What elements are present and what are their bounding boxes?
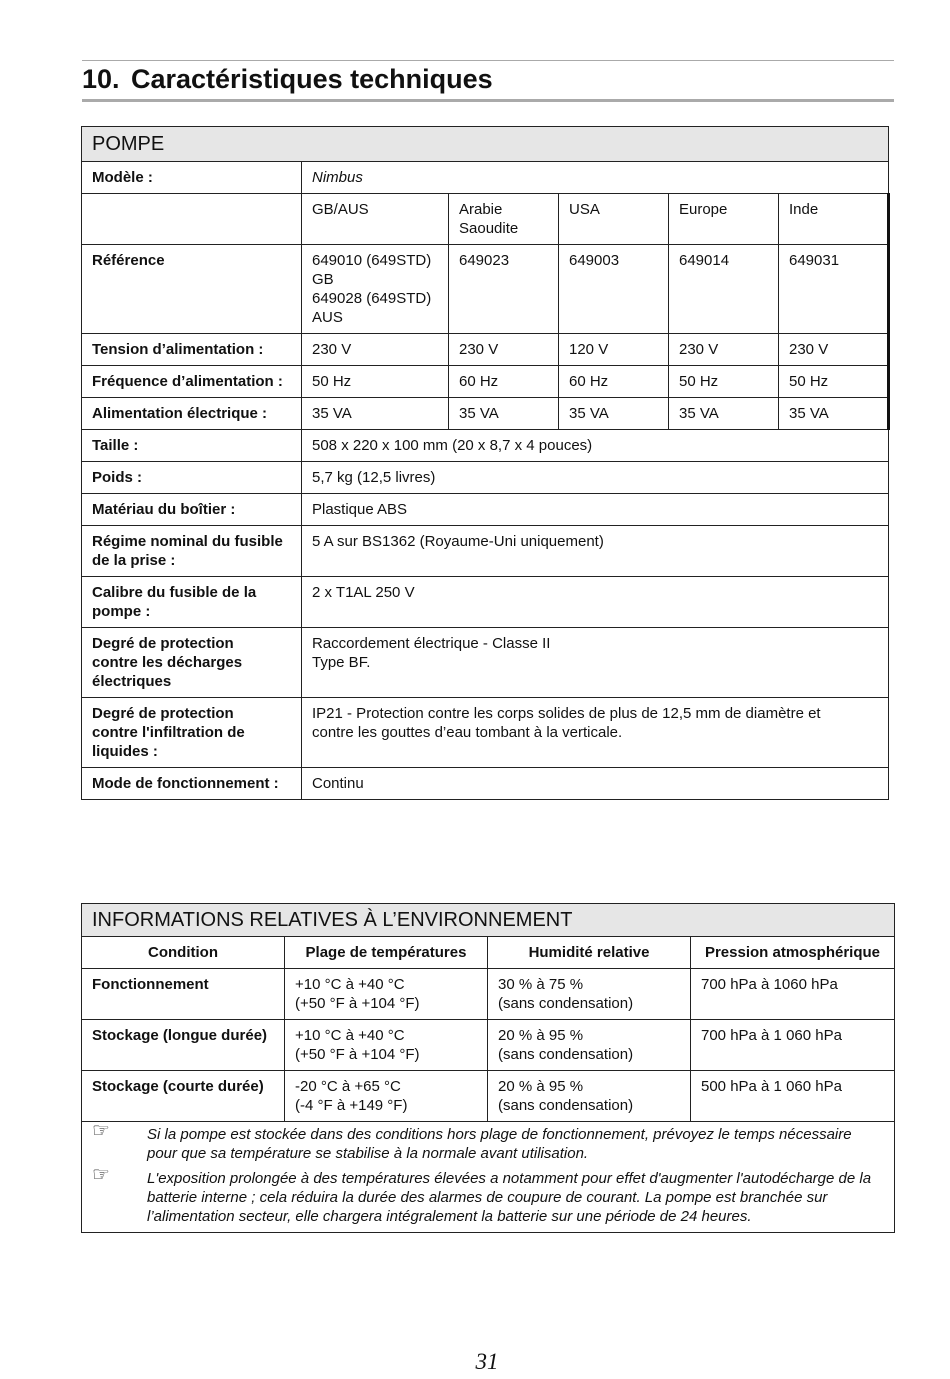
voltage-value: 230 V [669, 334, 779, 366]
header-pressure: Pression atmosphérique [691, 937, 895, 969]
frequency-value: 50 Hz [669, 366, 779, 398]
humidity-cell: 30 % à 75 % (sans condensation) [488, 969, 691, 1020]
region-saudi-arabia: Arabie Saoudite [449, 194, 559, 245]
pump-spec-table [81, 126, 890, 800]
frequency-value: 60 Hz [559, 366, 669, 398]
model-label: Modèle : [82, 162, 302, 194]
pressure-cell: 700 hPa à 1 060 hPa [691, 1020, 895, 1071]
spec-value: 5 A sur BS1362 (Royaume-Uni uniquement) [302, 526, 889, 577]
spec-label: Calibre du fusible de la pompe : [82, 577, 302, 628]
voltage-value: 230 V [302, 334, 449, 366]
power-row [82, 398, 889, 430]
spec-row [82, 768, 889, 800]
region-header-row [82, 194, 889, 245]
power-label: Alimentation électrique : [82, 398, 302, 430]
power-value: 35 VA [669, 398, 779, 430]
spec-row [82, 526, 889, 577]
spec-label: Degré de protection contre l'infiltration de liquides : [82, 698, 302, 768]
model-value: Nimbus [302, 162, 889, 194]
pointing-hand-icon: ☞ [92, 1164, 110, 1186]
spec-value: 508 x 220 x 100 mm (20 x 8,7 x 4 pouces) [302, 430, 889, 462]
humidity-cell: 20 % à 95 % (sans condensation) [488, 1071, 691, 1122]
section-heading [82, 62, 894, 96]
pointing-hand-icon: ☞ [92, 1120, 110, 1142]
pressure-cell: 500 hPa à 1 060 hPa [691, 1071, 895, 1122]
header-humidity: Humidité relative [488, 937, 691, 969]
spec-row [82, 628, 889, 698]
spec-label: Taille : [82, 430, 302, 462]
spec-row [82, 430, 889, 462]
environment-section-title: INFORMATIONS RELATIVES À L’ENVIRONNEMENT [82, 904, 895, 937]
region-usa: USA [559, 194, 669, 245]
spec-row [82, 462, 889, 494]
voltage-row [82, 334, 889, 366]
power-value: 35 VA [449, 398, 559, 430]
humidity-cell: 20 % à 95 % (sans condensation) [488, 1020, 691, 1071]
section-number: 10. [82, 64, 120, 94]
header-temperature: Plage de températures [285, 937, 488, 969]
reference-value: 649003 [559, 245, 669, 334]
frequency-value: 60 Hz [449, 366, 559, 398]
header-condition: Condition [82, 937, 285, 969]
voltage-value: 230 V [449, 334, 559, 366]
frequency-value: 50 Hz [302, 366, 449, 398]
page-number: 31 [475, 1349, 499, 1374]
spec-value: 5,7 kg (12,5 livres) [302, 462, 889, 494]
voltage-value: 230 V [779, 334, 889, 366]
heading-underline [82, 99, 894, 102]
spec-label: Matériau du boîtier : [82, 494, 302, 526]
temperature-cell: -20 °C à +65 °C (-4 °F à +149 °F) [285, 1071, 488, 1122]
region-europe: Europe [669, 194, 779, 245]
voltage-label: Tension d’alimentation : [82, 334, 302, 366]
reference-row [82, 245, 889, 334]
region-gb-aus: GB/AUS [302, 194, 449, 245]
note-text: Si la pompe est stockée dans des conditions hors plage de fonctionnement, prévoyez le temps nécessaire pour que sa température se stabilise à la normale avant utilisation. [147, 1126, 852, 1162]
pump-section-title: POMPE [82, 127, 889, 162]
note-text: L'exposition prolongée à des températures élevées a notamment pour effet d'augmenter l'autodécharge de la batterie interne ; cela réduira la durée des alarmes de coupure de courant. La pompe est branchée sur l’alimentation secteur, elle chargera intégralement la batterie sur une période de 24 heures. [147, 1170, 872, 1225]
pressure-cell: 700 hPa à 1060 hPa [691, 969, 895, 1020]
spec-label: Poids : [82, 462, 302, 494]
power-value: 35 VA [559, 398, 669, 430]
top-rule [82, 60, 894, 61]
table-row [82, 969, 895, 1020]
table-row [82, 1071, 895, 1122]
spec-row [82, 698, 889, 768]
spec-value: Raccordement électrique - Classe II Type BF. [302, 628, 889, 698]
reference-value: 649031 [779, 245, 889, 334]
spec-label: Degré de protection contre les décharges électriques [82, 628, 302, 698]
environment-header-row [82, 937, 895, 969]
environment-table [81, 903, 895, 1233]
reference-value: 649023 [449, 245, 559, 334]
reference-value: 649010 (649STD) GB 649028 (649STD) AUS [302, 245, 449, 334]
frequency-row [82, 366, 889, 398]
power-value: 35 VA [302, 398, 449, 430]
temperature-cell: +10 °C à +40 °C (+50 °F à +104 °F) [285, 1020, 488, 1071]
note [82, 1122, 894, 1166]
section-title: Caractéristiques techniques [131, 64, 493, 94]
reference-label: Référence [82, 245, 302, 334]
power-value: 35 VA [779, 398, 889, 430]
table-row [82, 1020, 895, 1071]
condition-cell: Stockage (longue durée) [82, 1020, 285, 1071]
region-india: Inde [779, 194, 889, 245]
frequency-value: 50 Hz [779, 366, 889, 398]
reference-value: 649014 [669, 245, 779, 334]
spec-value: 2 x T1AL 250 V [302, 577, 889, 628]
empty-cell [82, 194, 302, 245]
spec-label: Régime nominal du fusible de la prise : [82, 526, 302, 577]
voltage-value: 120 V [559, 334, 669, 366]
notes-cell [82, 1122, 895, 1233]
spec-value: Continu [302, 768, 889, 800]
spec-label: Mode de fonctionnement : [82, 768, 302, 800]
condition-cell: Stockage (courte durée) [82, 1071, 285, 1122]
temperature-cell: +10 °C à +40 °C (+50 °F à +104 °F) [285, 969, 488, 1020]
spec-row [82, 577, 889, 628]
spec-value: Plastique ABS [302, 494, 889, 526]
spec-value: IP21 - Protection contre les corps solides de plus de 12,5 mm de diamètre et contre les gouttes d’eau tombant à la verticale. [302, 698, 889, 768]
note [82, 1166, 894, 1232]
condition-cell: Fonctionnement [82, 969, 285, 1020]
spec-row [82, 494, 889, 526]
frequency-label: Fréquence d’alimentation : [82, 366, 302, 398]
